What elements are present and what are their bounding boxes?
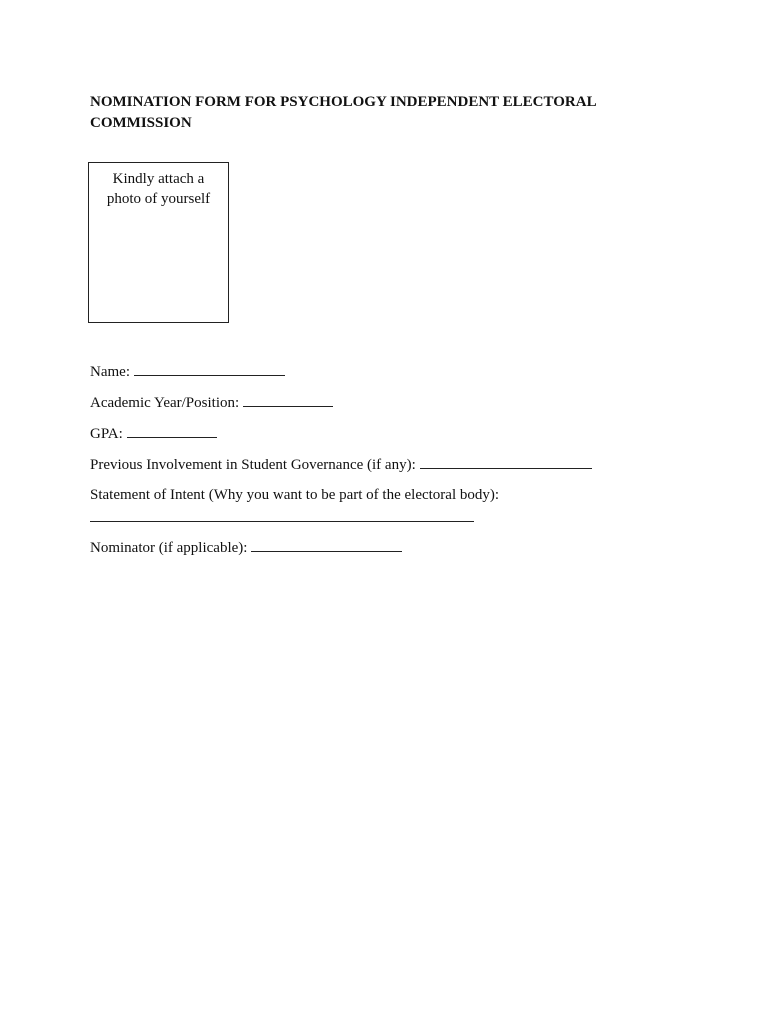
name-blank[interactable] <box>134 361 285 376</box>
academic-year-field <box>90 392 333 413</box>
nominator-field <box>90 537 402 558</box>
statement-of-intent-field <box>90 485 499 505</box>
nominator-label: Nominator (if applicable): <box>90 540 248 556</box>
photo-instruction-line-2: photo of yourself <box>106 191 211 207</box>
academic-year-blank[interactable] <box>243 392 333 407</box>
name-field <box>90 361 285 382</box>
gpa-blank[interactable] <box>127 423 217 438</box>
academic-year-label: Academic Year/Position: <box>90 395 240 411</box>
statement-of-intent-blank[interactable] <box>90 521 474 522</box>
statement-of-intent-label: Statement of Intent (Why you want to be part of the electoral body): <box>90 487 500 503</box>
photo-instruction-line-1: Kindly attach a <box>112 171 205 187</box>
name-label: Name: <box>90 364 130 380</box>
previous-involvement-field <box>90 454 592 475</box>
gpa-field <box>90 423 217 444</box>
previous-involvement-blank[interactable] <box>420 454 592 469</box>
nominator-blank[interactable] <box>251 537 402 552</box>
gpa-label: GPA: <box>90 426 123 442</box>
photo-attachment-box[interactable] <box>88 162 229 323</box>
form-title: NOMINATION FORM FOR PSYCHOLOGY INDEPENDENT ELECTORAL COMMISSION <box>90 94 596 131</box>
previous-involvement-label: Previous Involvement in Student Governance (if any): <box>90 457 416 473</box>
